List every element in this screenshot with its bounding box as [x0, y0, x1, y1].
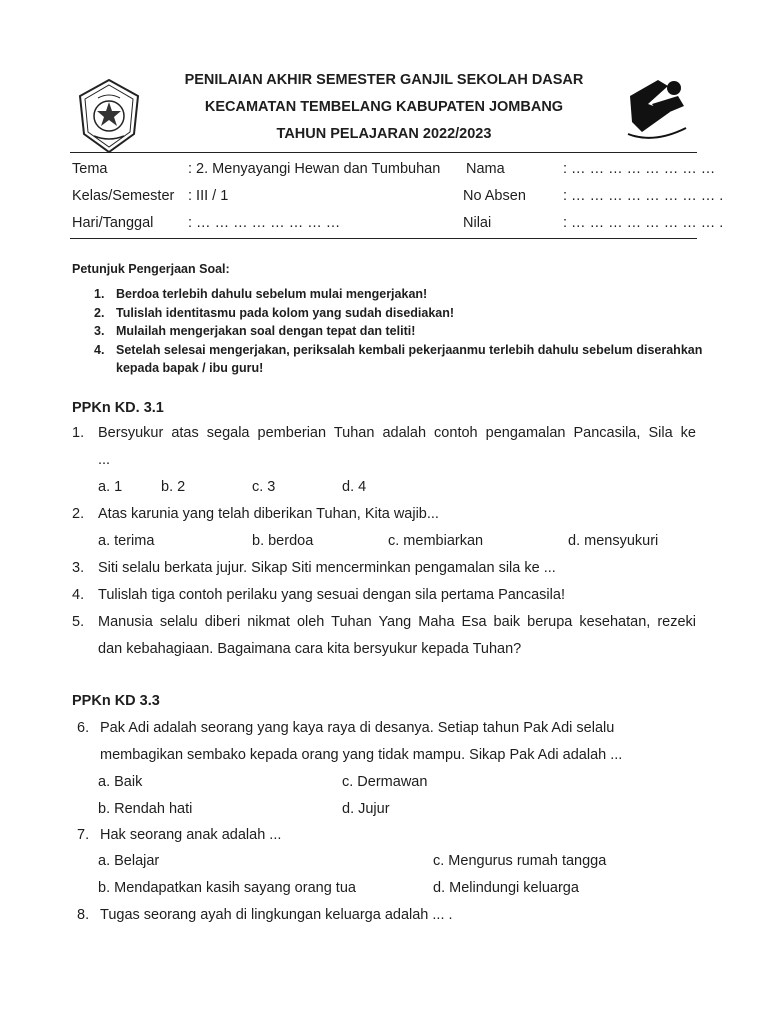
exam-subtitle: KECAMATAN TEMBELANG KABUPATEN JOMBANG	[204, 99, 564, 115]
question-6-number: 6.	[77, 720, 90, 736]
question-5-text-cont: dan kebahagiaan. Bagaimana cara kita bersyukur kepada Tuhan?	[98, 641, 522, 657]
question-7-number: 7.	[77, 827, 90, 843]
question-6-option-c[interactable]: c. Dermawan	[342, 774, 428, 790]
instructions-title: Petunjuk Pengerjaan Soal:	[72, 262, 230, 276]
question-1-option-a[interactable]: a. 1	[98, 479, 123, 495]
hari-tanggal-field[interactable]: : … … … … … … … …	[188, 215, 341, 231]
question-2-number: 2.	[72, 506, 85, 522]
tema-value: : 2. Menyayangi Hewan dan Tumbuhan	[188, 161, 441, 177]
instructions-list	[72, 285, 712, 378]
question-1-text: Bersyukur atas segala pemberian Tuhan adalah contoh pengamalan Pancasila, Sila ke	[98, 425, 696, 441]
question-3-number: 3.	[72, 560, 85, 576]
question-7-option-c[interactable]: c. Mengurus rumah tangga	[433, 853, 607, 869]
question-1-option-b[interactable]: b. 2	[161, 479, 186, 495]
question-3-text: Siti selalu berkata jujur. Sikap Siti mencerminkan pengamalan sila ke ...	[98, 560, 556, 576]
no-absen-field[interactable]: : … … … … … … … … .	[563, 188, 724, 204]
question-6-option-a[interactable]: a. Baik	[98, 774, 143, 790]
question-7-text: Hak seorang anak adalah ...	[100, 827, 282, 843]
kelas-semester-label: Kelas/Semester	[72, 188, 175, 204]
instruction-item: 2. Tulislah identitasmu pada kolom yang sudah disediakan!	[94, 305, 455, 320]
bottom-divider	[70, 238, 697, 239]
exam-title: PENILAIAN AKHIR SEMESTER GANJIL SEKOLAH DASAR	[184, 72, 584, 88]
instruction-item: 4. Setelah selesai mengerjakan, periksalah kembali pekerjaanmu terlebih dahulu sebelum diserahkan kepada bapak / ibu guru!	[94, 342, 703, 375]
question-4-text: Tulislah tiga contoh perilaku yang sesuai dengan sila pertama Pancasila!	[98, 587, 565, 603]
question-7-option-a[interactable]: a. Belajar	[98, 853, 160, 869]
question-7-option-b[interactable]: b. Mendapatkan kasih sayang orang tua	[98, 880, 356, 896]
question-2-option-d[interactable]: d. mensyukuri	[568, 533, 659, 549]
question-1-text-cont: ...	[98, 452, 111, 468]
question-6-option-b[interactable]: b. Rendah hati	[98, 801, 193, 817]
question-7-option-d[interactable]: d. Melindungi keluarga	[433, 880, 579, 896]
question-8-text: Tugas seorang ayah di lingkungan keluarga adalah ... .	[100, 907, 453, 923]
question-6-option-d[interactable]: d. Jujur	[342, 801, 390, 817]
question-1-option-c[interactable]: c. 3	[252, 479, 276, 495]
academic-year: TAHUN PELAJARAN 2022/2023	[276, 126, 492, 142]
tema-label: Tema	[72, 161, 108, 177]
instruction-item: 1. Berdoa terlebih dahulu sebelum mulai mengerjakan!	[94, 287, 428, 301]
kelas-semester-value: : III / 1	[188, 188, 229, 204]
question-2-option-c[interactable]: c. membiarkan	[388, 533, 484, 549]
question-5-number: 5.	[72, 614, 85, 630]
instruction-item: 3. Mulailah mengerjakan soal dengan tepat dan teliti!	[94, 324, 416, 338]
section-title-ppkn-3-3: PPKn KD 3.3	[72, 693, 160, 709]
top-divider	[70, 152, 697, 153]
question-1-option-d[interactable]: d. 4	[342, 479, 367, 495]
question-8-number: 8.	[77, 907, 90, 923]
question-2-option-a[interactable]: a. terima	[98, 533, 155, 549]
question-1-number: 1.	[72, 425, 85, 441]
question-6-text-cont: membagikan sembako kepada orang yang tidak mampu. Sikap Pak Adi adalah ...	[100, 747, 623, 763]
nilai-field[interactable]: : … … … … … … … … .	[563, 215, 724, 231]
tut-wuri-handayani-logo	[76, 78, 142, 154]
nama-label: Nama	[466, 161, 505, 177]
no-absen-label: No Absen	[463, 188, 526, 204]
question-4-number: 4.	[72, 587, 85, 603]
question-5-text: Manusia selalu diberi nikmat oleh Tuhan Yang Maha Esa baik berupa kesehatan, rezeki	[98, 614, 696, 630]
nama-field[interactable]: : … … … … … … … …	[563, 161, 716, 177]
question-6-text: Pak Adi adalah seorang yang kaya raya di desanya. Setiap tahun Pak Adi selalu	[100, 720, 615, 736]
hari-tanggal-label: Hari/Tanggal	[72, 215, 154, 231]
nilai-label: Nilai	[463, 215, 492, 231]
section-title-ppkn-3-1: PPKn KD. 3.1	[72, 400, 164, 416]
question-2-text: Atas karunia yang telah diberikan Tuhan, Kita wajib...	[98, 506, 439, 522]
question-2-option-b[interactable]: b. berdoa	[252, 533, 314, 549]
